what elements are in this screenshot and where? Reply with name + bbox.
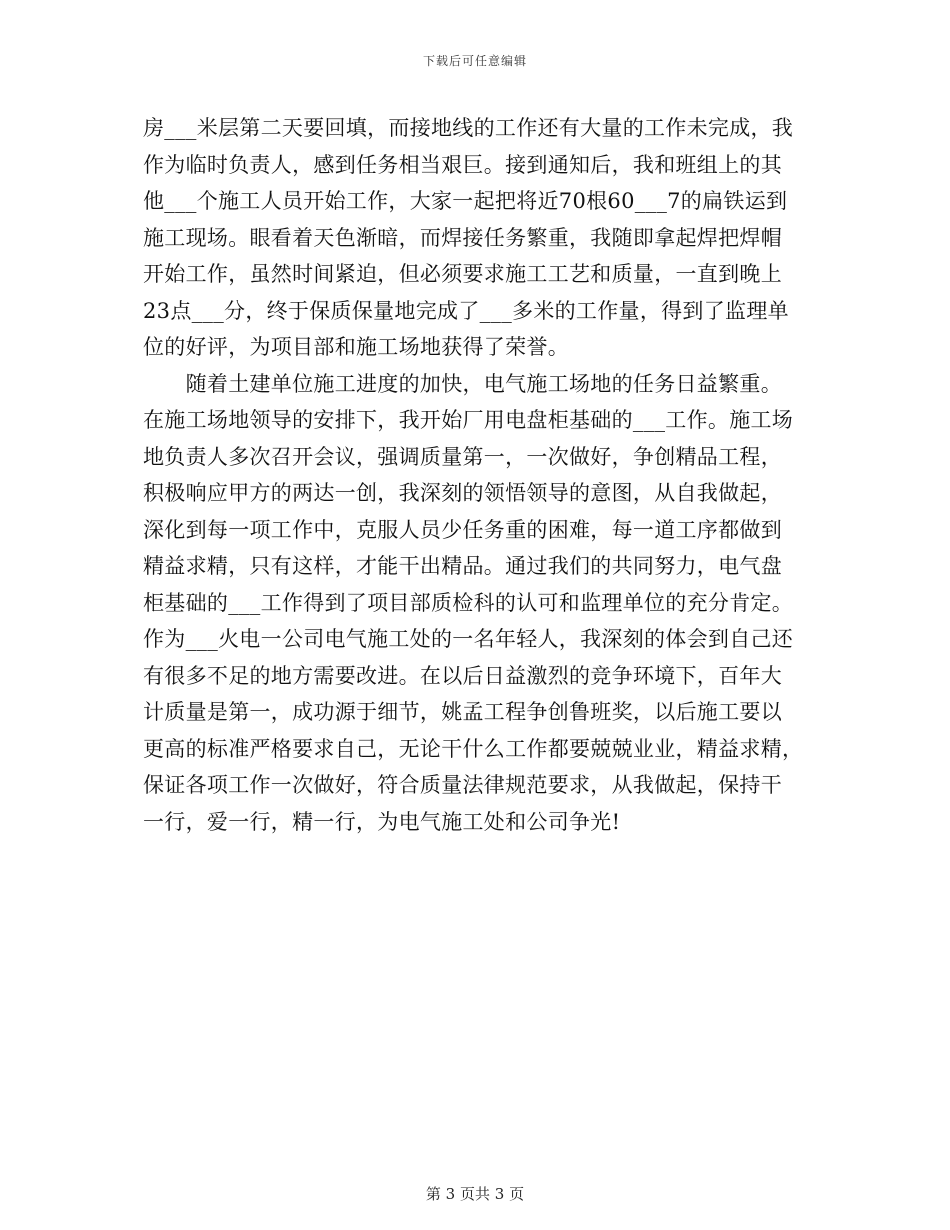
text-line: 开始工作，虽然时间紧迫，但必须要求施工工艺和质量，一直到晚上	[143, 262, 782, 286]
text-line: 一行，爱一行，精一行，为电气施工处和公司争光!	[143, 809, 621, 834]
text-line: 计质量是第一，成功源于细节，姚孟工程争创鲁班奖，以后施工要以	[143, 700, 782, 724]
text-line: 精益求精，只有这样，才能干出精品。通过我们的共同努力，电气盘	[143, 554, 782, 578]
text-line: 在施工场地领导的安排下，我开始厂用电盘柜基础的___工作。施工场	[143, 408, 794, 432]
text-line: 有很多不足的地方需要改进。在以后日益激烈的竞争环境下，百年大	[143, 663, 782, 688]
text-line: 深化到每一项工作中，克服人员少任务重的困难，每一道工序都做到	[143, 517, 782, 542]
text-line: 他___个施工人员开始工作，大家一起把将近70根60___7的扁铁运到	[143, 189, 788, 213]
document-body	[143, 110, 807, 840]
text-line: 更高的标准严格要求自己，无论干什么工作都要兢兢业业，精益求精，	[143, 736, 804, 761]
text-line: 随着土建单位施工进度的加快，电气施工场地的任务日益繁重。	[143, 371, 782, 396]
text-line: 积极响应甲方的两达一创，我深刻的领悟领导的意图，从自我做起，	[143, 481, 782, 505]
text-line: 柜基础的___工作得到了项目部质检科的认可和监理单位的充分肯定。	[143, 590, 794, 615]
text-line: 施工现场。眼看着天色渐暗，而焊接任务繁重，我随即拿起焊把焊帽	[143, 225, 782, 250]
text-line: 23点___分，终于保质保量地完成了___多米的工作量，得到了监理单	[143, 298, 789, 323]
text-line: 保证各项工作一次做好，符合质量法律规范要求，从我做起，保持干	[143, 773, 782, 797]
text-line: 位的好评，为项目部和施工场地获得了荣誉。	[143, 335, 569, 359]
text-line: 作为临时负责人，感到任务相当艰巨。接到通知后，我和班组上的其	[143, 152, 782, 177]
text-line: 房___米层第二天要回填，而接地线的工作还有大量的工作未完成，我	[143, 116, 794, 140]
text-line: 地负责人多次召开会议，强调质量第一，一次做好，争创精品工程，	[143, 444, 782, 469]
text-line: 作为___火电一公司电气施工处的一名年轻人，我深刻的体会到自己还	[143, 627, 794, 651]
page-number: 第 3 页共 3 页	[425, 1185, 525, 1203]
page-header: 下载后可任意编辑	[422, 54, 527, 68]
